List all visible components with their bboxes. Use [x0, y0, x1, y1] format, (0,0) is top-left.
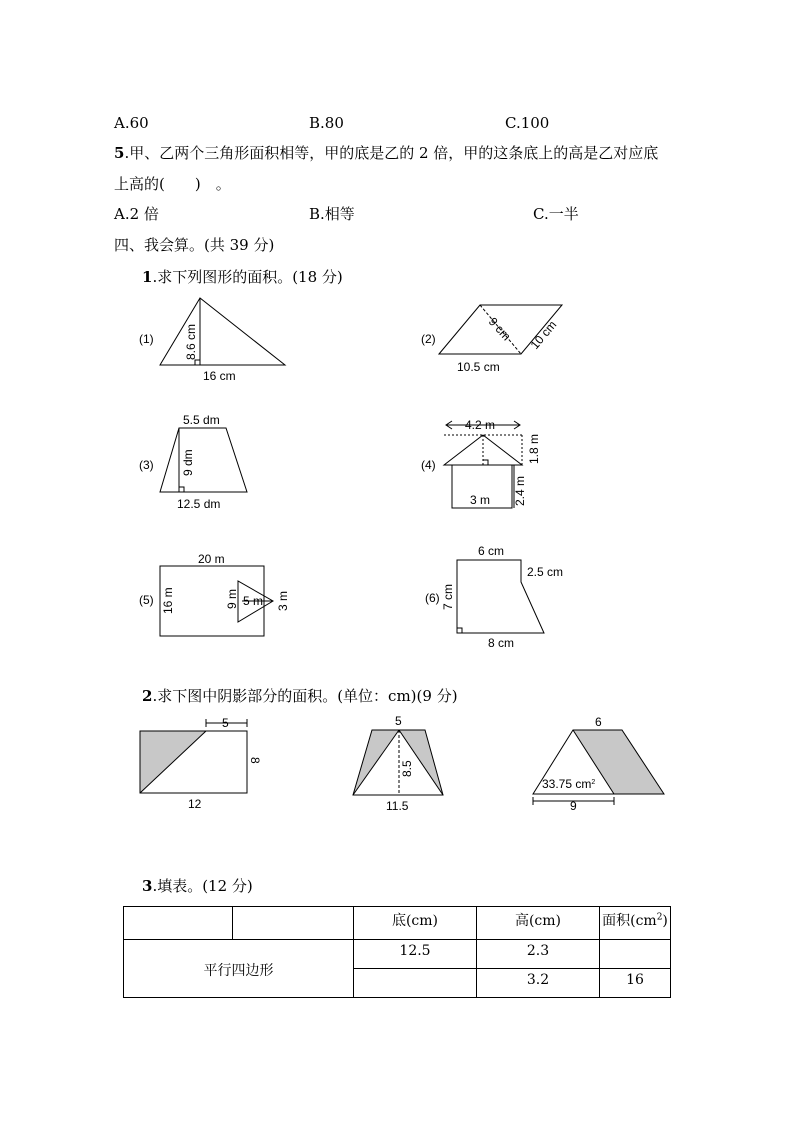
p2-title-text: .求下图中阴影部分的面积。(单位：cm)(9 分) — [152, 687, 458, 705]
fig4-top: 4.2 m — [465, 418, 496, 432]
fig4-tri-height: 1.8 m — [527, 433, 541, 464]
section-title: 四、我会算。(共 39 分) — [114, 236, 275, 254]
fig5-height: 16 m — [161, 587, 175, 614]
fig3-top: 5.5 dm — [183, 413, 220, 427]
fig3-height: 9 dm — [181, 449, 195, 476]
q4-option-b: B.80 — [309, 114, 344, 132]
p2b-height: 8.5 — [400, 760, 414, 777]
q4-option-a: A.60 — [114, 114, 149, 132]
p3-number: 3 — [142, 877, 153, 895]
fig5-label: (5) — [139, 593, 154, 607]
fig4-label: (4) — [421, 458, 436, 472]
fig5-tri-height: 5 m — [243, 594, 264, 608]
q5-option-b: B.相等 — [309, 205, 355, 223]
fig2-base: 10.5 cm — [457, 360, 500, 374]
fig1-base: 16 cm — [203, 369, 236, 383]
p2a-right: 8 — [248, 757, 262, 764]
p2c-area — [542, 777, 595, 791]
table-cell-r1-area[interactable] — [600, 940, 671, 969]
table-cell-r2-height[interactable]: 3.2 — [477, 969, 600, 998]
table-row-label: 平行四边形 — [124, 940, 354, 998]
q4-option-c: C.100 — [505, 114, 550, 132]
p2a-bottom: 12 — [188, 797, 202, 811]
p2-fig-a — [140, 719, 247, 793]
fig2-height: 9 cm — [485, 314, 514, 344]
p1-title-text: .求下列图形的面积。(18 分) — [152, 268, 343, 286]
fig5-tri-base: 9 m — [225, 588, 239, 609]
fig4-rect-width: 3 m — [470, 493, 491, 507]
p2b-top: 5 — [395, 714, 402, 728]
table-header-area — [600, 907, 671, 940]
fig5-width: 20 m — [198, 552, 225, 566]
q5-question-cont: 上高的( ) 。 — [114, 175, 231, 193]
fig6-bottom: 8 cm — [488, 636, 515, 650]
fig1-triangle — [160, 298, 285, 365]
table-header-base: 底(cm) — [354, 907, 477, 940]
p2c-top: 6 — [595, 715, 602, 729]
q5-option-a: A.2 倍 — [114, 205, 159, 223]
fig2-label: (2) — [421, 332, 436, 346]
fig6-label: (6) — [425, 591, 440, 605]
p2b-bottom: 11.5 — [386, 799, 409, 813]
table-header-blank-1 — [124, 907, 233, 940]
fill-table — [123, 906, 671, 998]
p1-number: 1 — [142, 268, 153, 286]
fig2-side: 10 cm — [527, 317, 560, 352]
fig5-tri-side: 3 m — [276, 590, 290, 611]
p3-title — [142, 877, 253, 895]
table-header-area-text: 面积(cm — [602, 913, 657, 929]
p2c-area-exp: 2 — [591, 779, 596, 786]
table-header-area-close: ) — [662, 913, 668, 929]
q5-option-c: C.一半 — [533, 205, 579, 223]
table-header-area-exp: 2 — [656, 912, 663, 923]
fig6-left: 7 cm — [441, 583, 455, 610]
fig3-trapezoid — [160, 428, 247, 492]
table-header-height: 高(cm) — [477, 907, 600, 940]
fig1-height: 8.6 cm — [184, 323, 198, 360]
p2a-top: 5 — [222, 716, 229, 730]
q5-number: 5 — [114, 144, 125, 162]
p2c-bottom: 9 — [570, 799, 577, 813]
table-cell-r2-base[interactable] — [354, 969, 477, 998]
fig6-top: 6 cm — [478, 544, 505, 558]
table-header-blank-2 — [233, 907, 354, 940]
q5-text: .甲、乙两个三角形面积相等，甲的底是乙的 2 倍，甲的这条底上的高是乙对应底 — [124, 144, 659, 162]
fig3-label: (3) — [139, 458, 154, 472]
table-cell-r1-height[interactable]: 2.3 — [477, 940, 600, 969]
fig3-bottom: 12.5 dm — [177, 497, 221, 511]
p3-title-text: .填表。(12 分) — [152, 877, 253, 895]
p2-fig-c — [533, 730, 664, 805]
table-cell-r2-area[interactable]: 16 — [600, 969, 671, 998]
p2-number: 2 — [142, 687, 153, 705]
p2c-area-base: 33.75 cm — [542, 777, 592, 791]
fig6-right: 2.5 cm — [527, 565, 564, 579]
p2-title — [142, 687, 458, 705]
table-cell-r1-base[interactable]: 12.5 — [354, 940, 477, 969]
fig1-label: (1) — [139, 332, 154, 346]
fig4-rect-height: 2.4 m — [513, 475, 527, 506]
p2-fig-b — [353, 730, 443, 795]
